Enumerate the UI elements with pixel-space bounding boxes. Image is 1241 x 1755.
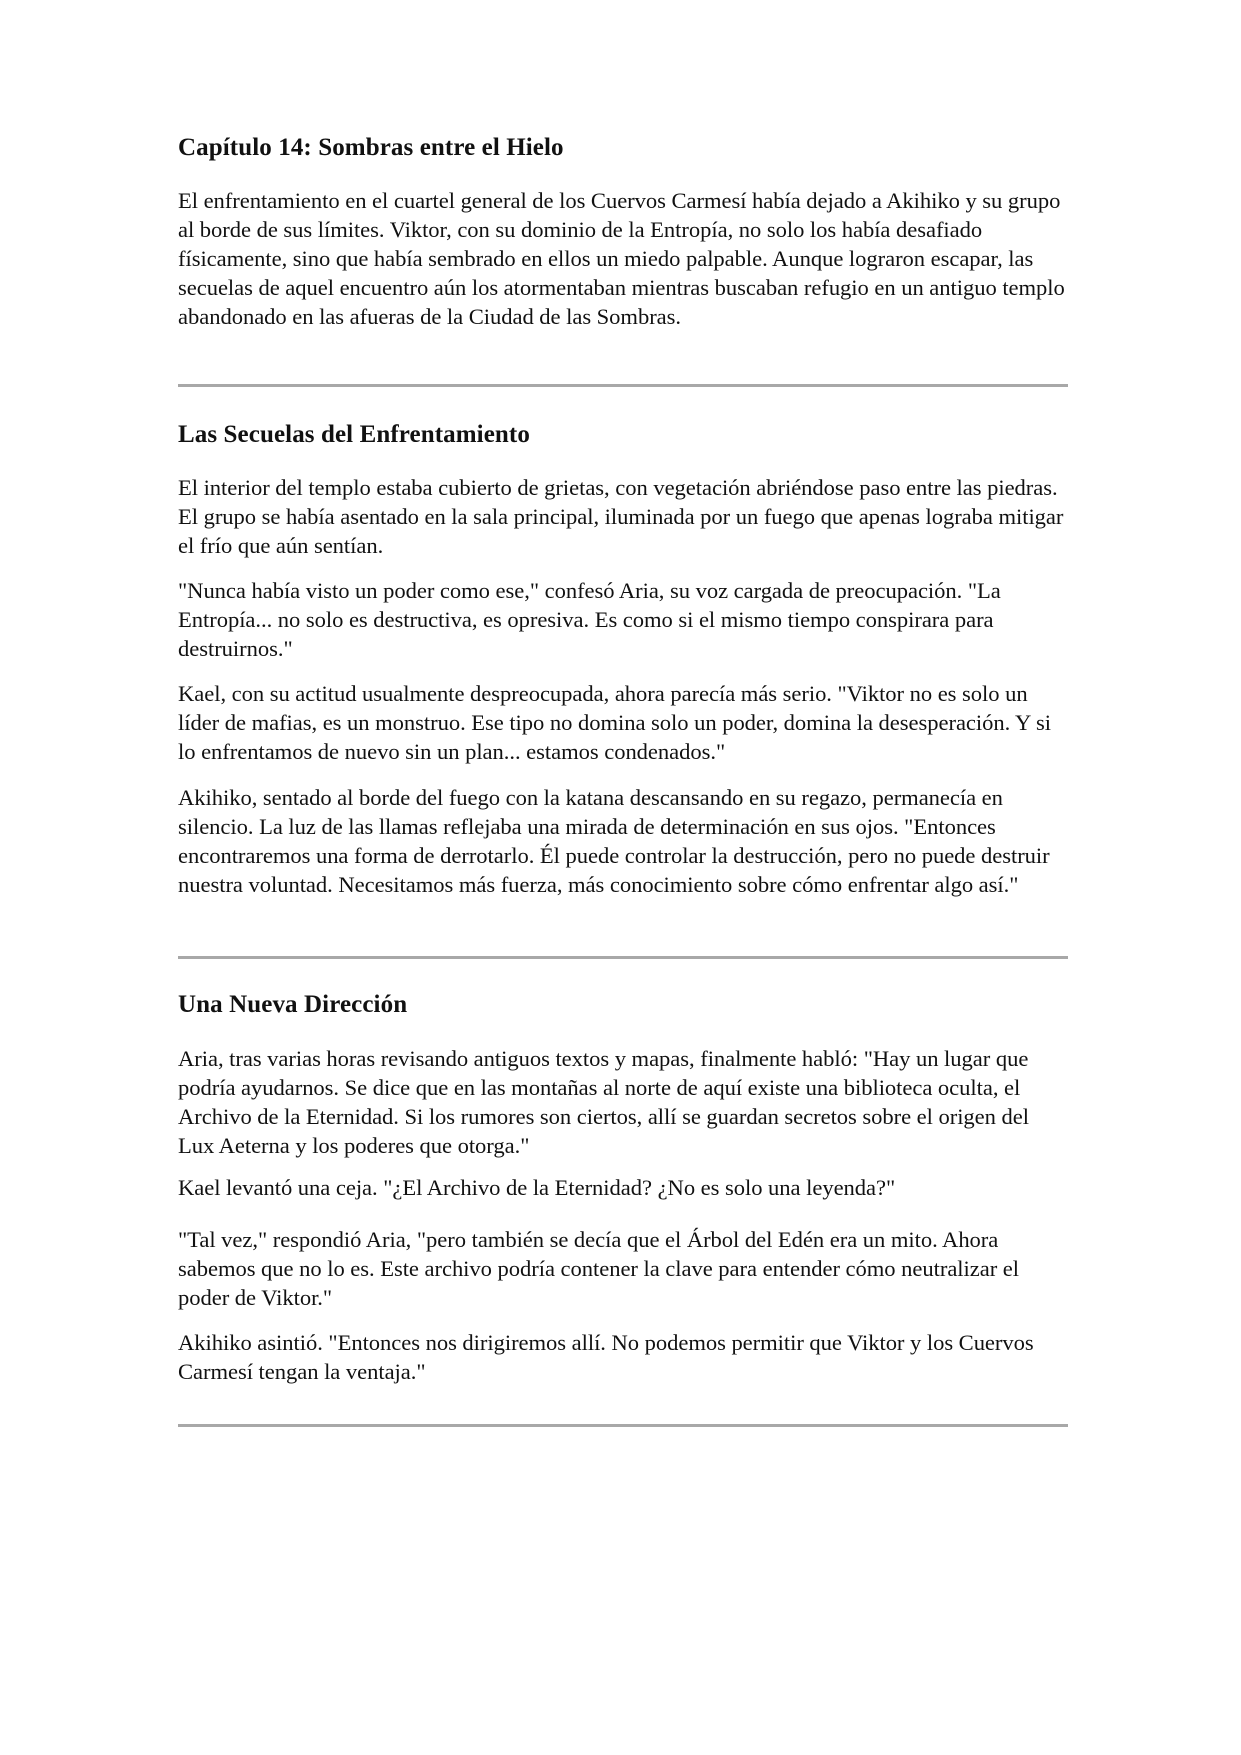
paragraph: El enfrentamiento en el cuartel general de los Cuervos Carmesí había dejado a Akihiko y su grupo al borde de sus límites. Viktor, con su dominio de la Entropía, no solo los había desafiado físicamente, sino que había sembrado en ellos un miedo palpable. Aunque lograron escapar, las secuelas de aquel encuentro aún los atormentaban mientras buscaban refugio en un antiguo templo abandonado en las afueras de la Ciudad de las Sombras. [178,188,1065,329]
paragraph: "Nunca había visto un poder como ese," confesó Aria, su voz cargada de preocupación. "La Entropía... no solo es destructiva, es opresiva. Es como si el mismo tiempo conspirara para destruirnos." [178,578,1001,661]
paragraph: Kael levantó una ceja. "¿El Archivo de la Eternidad? ¿No es solo una leyenda?" [178,1175,896,1200]
section-heading: Las Secuelas del Enfrentamiento [178,421,530,448]
section-divider [178,1424,1068,1427]
paragraph: El interior del templo estaba cubierto de grietas, con vegetación abriéndose paso entre las piedras. El grupo se había asentado en la sala principal, iluminada por un fuego que apenas lograba mitigar el frío que aún sentían. [178,475,1064,558]
paragraph: Akihiko asintió. "Entonces nos dirigiremos allí. No podemos permitir que Viktor y los Cuervos Carmesí tengan la ventaja." [178,1330,1034,1384]
section-heading: Una Nueva Dirección [178,991,408,1018]
paragraph: Akihiko, sentado al borde del fuego con la katana descansando en su regazo, permanecía en silencio. La luz de las llamas reflejaba una mirada de determinación en sus ojos. "Entonces encontraremos una forma de derrotarlo. Él puede controlar la destrucción, pero no puede destruir nuestra voluntad. Necesitamos más fuerza, más conocimiento sobre cómo enfrentar algo así." [178,785,1050,897]
section-divider [178,956,1068,959]
paragraph: Kael, con su actitud usualmente despreocupada, ahora parecía más serio. "Viktor no es solo un líder de mafias, es un monstruo. Ese tipo no domina solo un poder, domina la desesperación. Y si lo enfrentamos de nuevo sin un plan... estamos condenados." [178,681,1051,764]
paragraph: Aria, tras varias horas revisando antiguos textos y mapas, finalmente habló: "Hay un lugar que podría ayudarnos. Se dice que en las montañas al norte de aquí existe una biblioteca oculta, el Archivo de la Eternidad. Si los rumores son ciertos, allí se guardan secretos sobre el origen del Lux Aeterna y los poderes que otorga." [178,1046,1029,1158]
paragraph: "Tal vez," respondió Aria, "pero también se decía que el Árbol del Edén era un mito. Ahora sabemos que no lo es. Este archivo podría contener la clave para entender cómo neutralizar el poder de Viktor." [178,1227,1019,1310]
chapter-heading: Capítulo 14: Sombras entre el Hielo [178,134,564,161]
section-divider [178,384,1068,387]
